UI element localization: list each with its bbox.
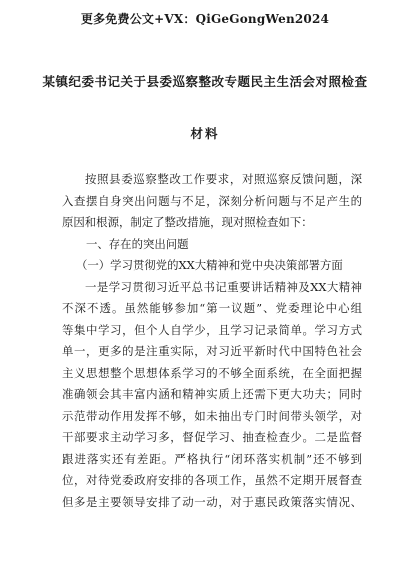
body-line: 按照县委巡察整改工作要求，对照巡察反馈问题，深 <box>85 172 362 186</box>
body-line: 一是学习贯彻习近平总书记重要讲话精神及XX大精神 <box>85 279 362 294</box>
body-line: 入查摆自身突出问题与不足，深刻分析问题与不足产生的 <box>62 193 362 208</box>
body-line: 但多是主要领导安排了动一动，对于惠民政策落实情况、 <box>62 494 362 509</box>
body-line: 示范带动作用发挥不够，如未抽出专门时间带头领学，对 <box>62 408 362 423</box>
body-line: 原因和根源，制定了整改措施，现对照检查如下： <box>62 215 313 229</box>
body-line: 位，对待党委政府安排的各项工作，虽然不定期开展督查 <box>62 473 362 487</box>
document-body <box>62 169 362 513</box>
promo-header: 更多免费公文+VX：QiGeGongWen2024 <box>80 12 330 26</box>
body-line: 不深不透。虽然能够参加“第一议题”、党委理论中心组 <box>62 301 362 315</box>
body-line: 准确领会其丰富内涵和精神实质上还需下更大功夫；同时 <box>62 387 362 401</box>
body-line: 主义思想整个思想体系学习的不够全面系统，在全面把握 <box>62 365 362 380</box>
body-line: 跟进落实还有差距。严格执行“闭环落实机制”还不够到 <box>62 451 362 466</box>
body-line: 等集中学习，但个人自学少，且学习记录简单。学习方式 <box>62 322 362 337</box>
section-heading: 一、存在的突出问题 <box>86 236 189 251</box>
body-line: 单一，更多的是注重实际，对习近平新时代中国特色社会 <box>62 344 362 358</box>
document-title-continuation: 材料 <box>190 126 220 141</box>
document-title: 某镇纪委书记关于县委巡察整改专题民主生活会对照检查 <box>42 74 368 89</box>
subsection-heading: （一）学习贯彻党的XX大精神和党中央决策部署方面 <box>76 258 343 272</box>
body-line: 干部要求主动学习多，督促学习、抽查检查少。二是监督 <box>62 430 362 444</box>
